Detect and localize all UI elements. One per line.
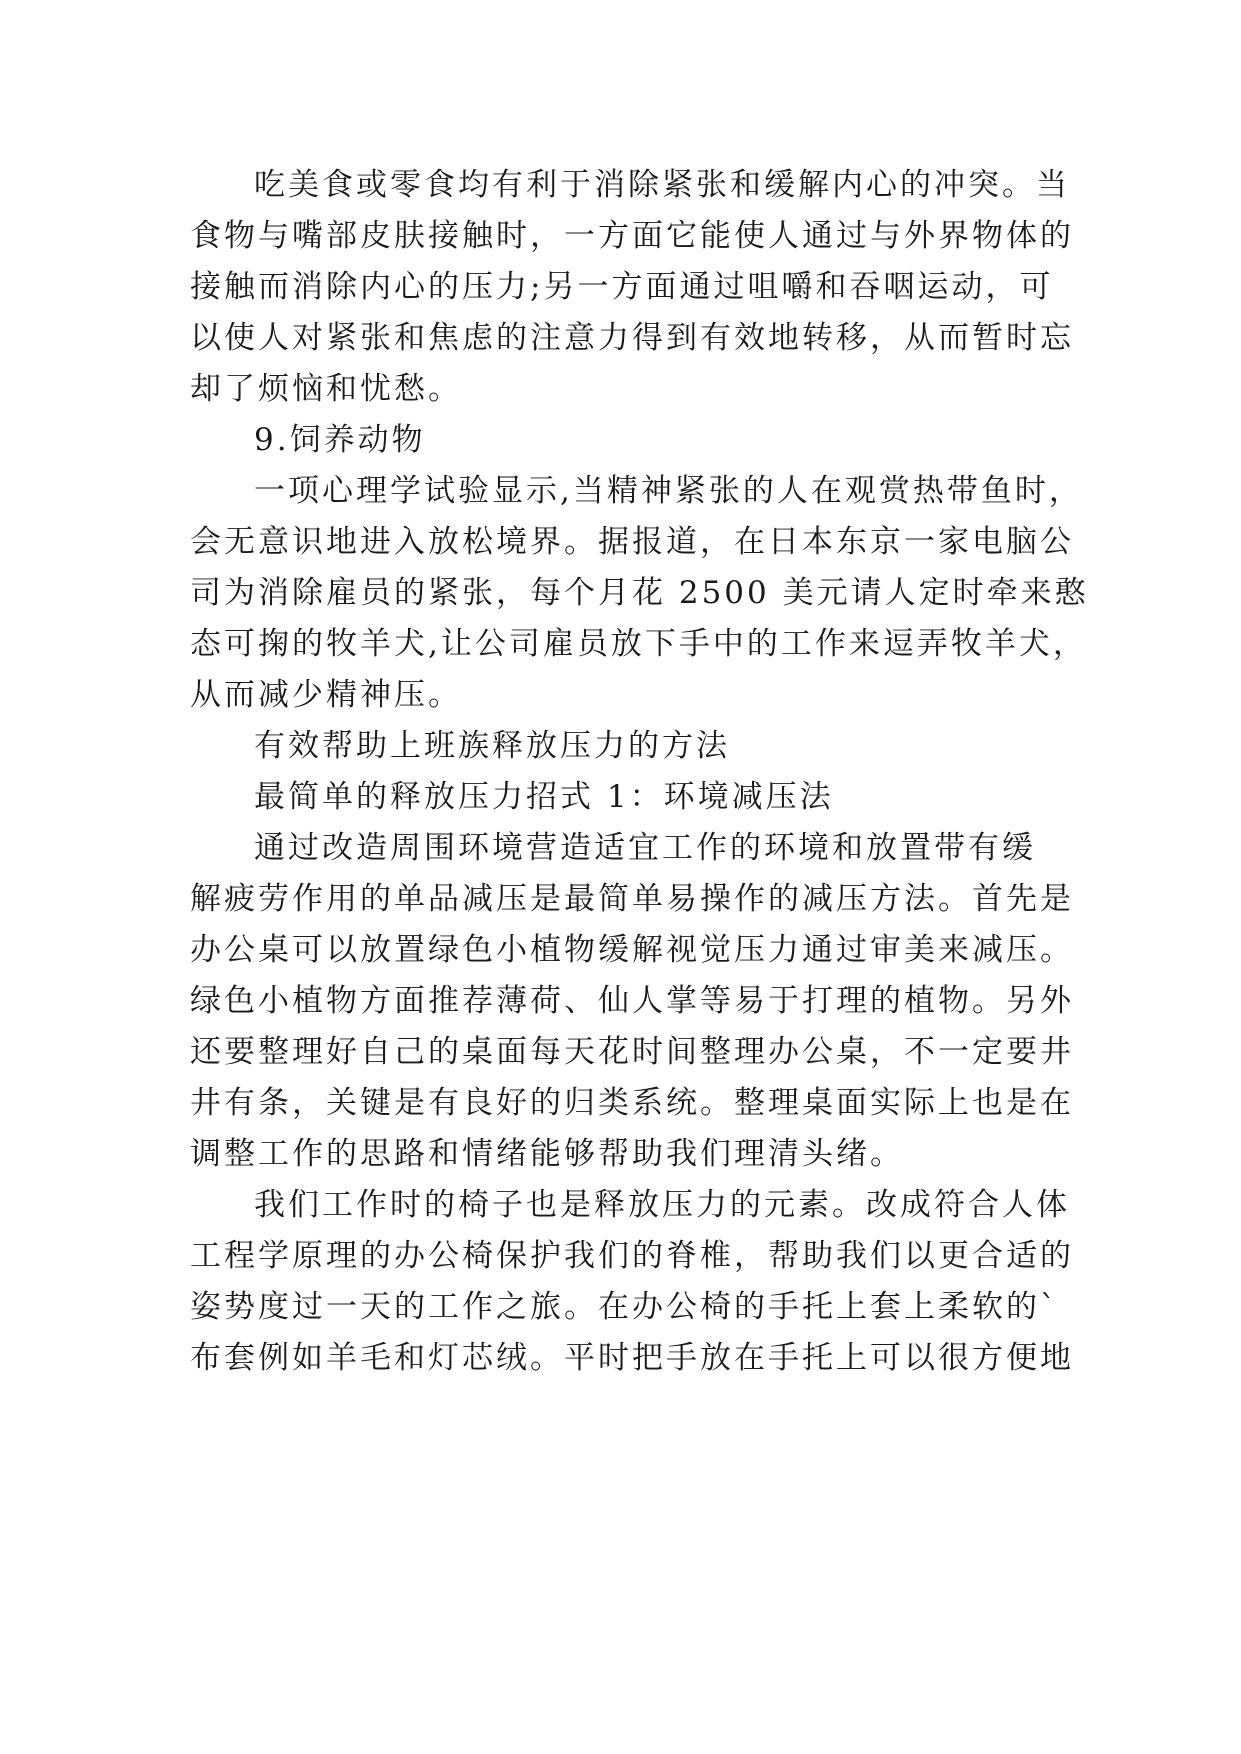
text-line: 以使人对紧张和焦虑的注意力得到有效地转移，从而暂时忘 (190, 320, 1074, 356)
text-line: 解疲劳作用的单品减压是最简单易操作的减压方法。首先是 (190, 881, 1074, 917)
text-line: 一项心理学试验显示,当精神紧张的人在观赏热带鱼时， (254, 473, 1083, 509)
text-line: 我们工作时的椅子也是释放压力的元素。改成符合人体 (254, 1187, 1070, 1223)
paragraph (190, 772, 1050, 823)
paragraph (190, 160, 1074, 415)
text-line: 食物与嘴部皮肤接触时，一方面它能使人通过与外界物体的 (190, 218, 1074, 254)
text-line: 布套例如羊毛和灯芯绒。平时把手放在手托上可以很方便地 (190, 1340, 1074, 1376)
text-line: 接触而消除内心的压力;另一方面通过咀嚼和吞咽运动，可 (190, 269, 1054, 305)
document-body (190, 160, 1089, 1384)
text-line: 却了烦恼和忧愁。 (190, 371, 462, 407)
text-line: 工程学原理的办公椅保护我们的脊椎，帮助我们以更合适的 (190, 1238, 1074, 1274)
text-line: 司为消除雇员的紧张，每个月花 2500 美元请人定时牵来憨 (190, 575, 1089, 611)
text-line: 绿色小植物方面推荐薄荷、仙人掌等易于打理的植物。另外 (190, 983, 1074, 1019)
text-line: 办公桌可以放置绿色小植物缓解视觉压力通过审美来减压。 (190, 932, 1074, 968)
paragraph (190, 1180, 1074, 1384)
text-line: 井有条，关键是有良好的归类系统。整理桌面实际上也是在 (190, 1085, 1074, 1121)
text-line: 调整工作的思路和情绪能够帮助我们理清头绪。 (190, 1136, 904, 1172)
text-line: 吃美食或零食均有利于消除紧张和缓解内心的冲突。当 (254, 167, 1070, 203)
paragraph (190, 415, 1050, 466)
paragraph (190, 721, 1050, 772)
paragraph (190, 466, 1089, 721)
text-line: 最简单的释放压力招式 1：环境减压法 (254, 779, 834, 815)
text-line: 会无意识地进入放松境界。据报道，在日本东京一家电脑公 (190, 524, 1074, 560)
text-line: 通过改造周围环境营造适宜工作的环境和放置带有缓 (254, 830, 1036, 866)
text-line: 姿势度过一天的工作之旅。在办公椅的手托上套上柔软的` (190, 1289, 1059, 1325)
text-line: 态可掬的牧羊犬,让公司雇员放下手中的工作来逗弄牧羊犬， (190, 626, 1087, 662)
text-line: 还要整理好自己的桌面每天花时间整理办公桌，不一定要井 (190, 1034, 1074, 1070)
text-line: 从而减少精神压。 (190, 677, 462, 713)
text-line: 有效帮助上班族释放压力的方法 (254, 728, 730, 764)
paragraph (190, 823, 1074, 1180)
text-line: 9.饲养动物 (254, 422, 426, 458)
